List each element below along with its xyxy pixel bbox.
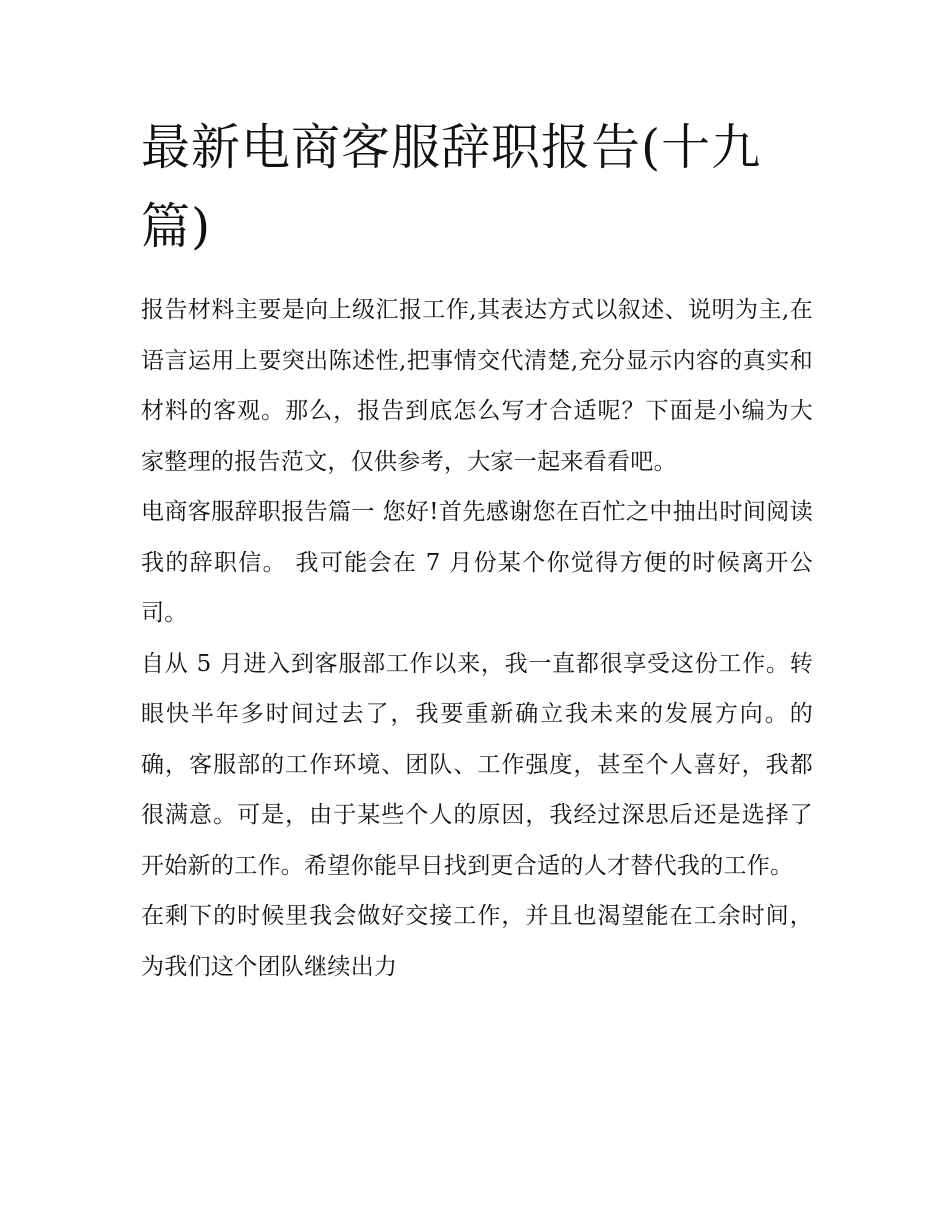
body-paragraph-handover: 在剩下的时候里我会做好交接工作，并且也渴望能在工余时间，为我们这个团队继续出力 [141, 903, 813, 980]
document-title: 最新电商客服辞职报告(十九篇) [141, 119, 762, 255]
body-paragraph-reason: 自从 5 月进入到客服部工作以来，我一直都很享受这份工作。转眼快半年多时间过去了，我要重新确立我未来的发展方向。的确，客服部的工作环境、团队、工作强度，甚至个人喜好，我都很满意。可是，由于某些个人的原因，我经过深思后还是选择了开始新的工作。希望你能早日找到更合适的人才替代我的工作。 [141, 650, 813, 879]
body-paragraph-greeting: 电商客服辞职报告篇一 您好!首先感谢您在百忙之中抽出时间阅读我的辞职信。 我可能会在 7 月份某个你觉得方便的时候离开公司。 [141, 499, 813, 626]
intro-paragraph: 报告材料主要是向上级汇报工作,其表达方式以叙述、说明为主,在语言运用上要突出陈述性,把事情交代清楚,充分显示内容的真实和材料的客观。那么，报告到底怎么写才合适呢？下面是小编为大家整理的报告范文，仅供参考，大家一起来看看吧。 [141, 297, 813, 475]
document-body [141, 108, 813, 992]
